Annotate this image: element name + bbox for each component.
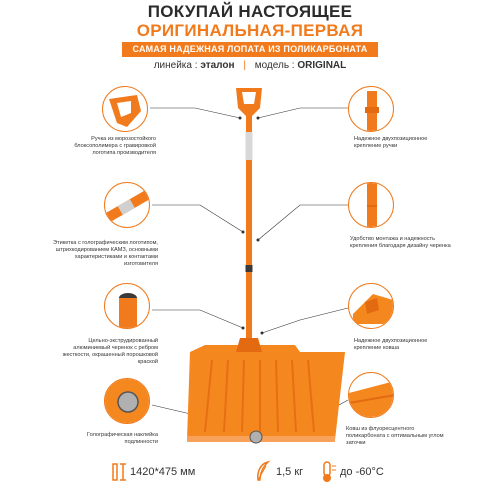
callout-image-label-left: [104, 182, 150, 228]
banner: САМАЯ НАДЕЖНАЯ ЛОПАТА ИЗ ПОЛИКАРБОНАТА: [122, 42, 378, 57]
connector-handle-left: [150, 108, 240, 118]
callout-image-bucket-right: [348, 372, 394, 418]
callout-image-mount-right: [348, 182, 394, 228]
callout-image-shaft-left: [104, 283, 150, 329]
callout-handle-right: Надежное двухпозиционное крепление ручки: [354, 136, 428, 149]
callout-image-bucket-mount-right: [348, 283, 394, 329]
model-value: ORIGINAL: [297, 60, 347, 71]
callout-sticker-left: Голографическая наклейка подлинности: [86, 432, 158, 445]
callout-image-handle-right: [348, 86, 394, 132]
spec-size: 1420*475 мм: [130, 466, 196, 478]
line-value: эталон: [200, 60, 235, 71]
connector-bucket-mount-right: [262, 308, 348, 333]
callout-label-left: Этикетка с голографическим логотипом, штрихкодированием КАМЗ, основными характеристиками и контактами изготовителя: [53, 240, 158, 267]
connector-handle-right: [258, 108, 348, 118]
feather-icon: [254, 460, 272, 482]
callout-bucket-right: Ковш из флуоресцентного поликарбоната с оптимальным углом заточки: [346, 426, 444, 446]
callout-mount-right: Удобство монтажа и надежность крепления благодаря дизайну черенка: [350, 236, 451, 249]
callout-image-handle-left: [102, 86, 148, 132]
hologram-sticker: [250, 431, 262, 443]
page-subtitle: ОРИГИНАЛЬНАЯ-ПЕРВАЯ: [136, 21, 364, 40]
separator: |: [243, 60, 246, 71]
spec-row: [0, 458, 500, 498]
ruler-icon: [112, 462, 128, 482]
callout-image-sticker-left: [104, 378, 150, 424]
shovel-handle: [236, 88, 262, 116]
spec-weight: 1,5 кг: [276, 466, 304, 478]
connector-label-left: [152, 205, 243, 232]
line-label: линейка :: [153, 60, 198, 71]
connector-shaft-left: [152, 310, 243, 328]
connector-mount-right: [258, 205, 348, 240]
callout-handle-left: Ручка из морозостойкого блоксополимера с гравировкой логотипа производителя: [74, 136, 156, 156]
thermometer-icon: [318, 460, 338, 484]
callout-bucket-mount-right: Надежное двухпозиционное крепление ковша: [354, 338, 428, 351]
shovel-bucket: [187, 338, 345, 443]
page-title: ПОКУПАЙ НАСТОЯЩЕЕ: [147, 2, 353, 21]
model-label: модель :: [254, 60, 295, 71]
shaft-label: [246, 132, 253, 160]
callout-shaft-left: Цельно-экструдированный алюминиевый черенок с ребром жесткости, окрашенный порошковой краской: [62, 338, 158, 365]
spec-temperature: до -60°С: [340, 466, 384, 478]
